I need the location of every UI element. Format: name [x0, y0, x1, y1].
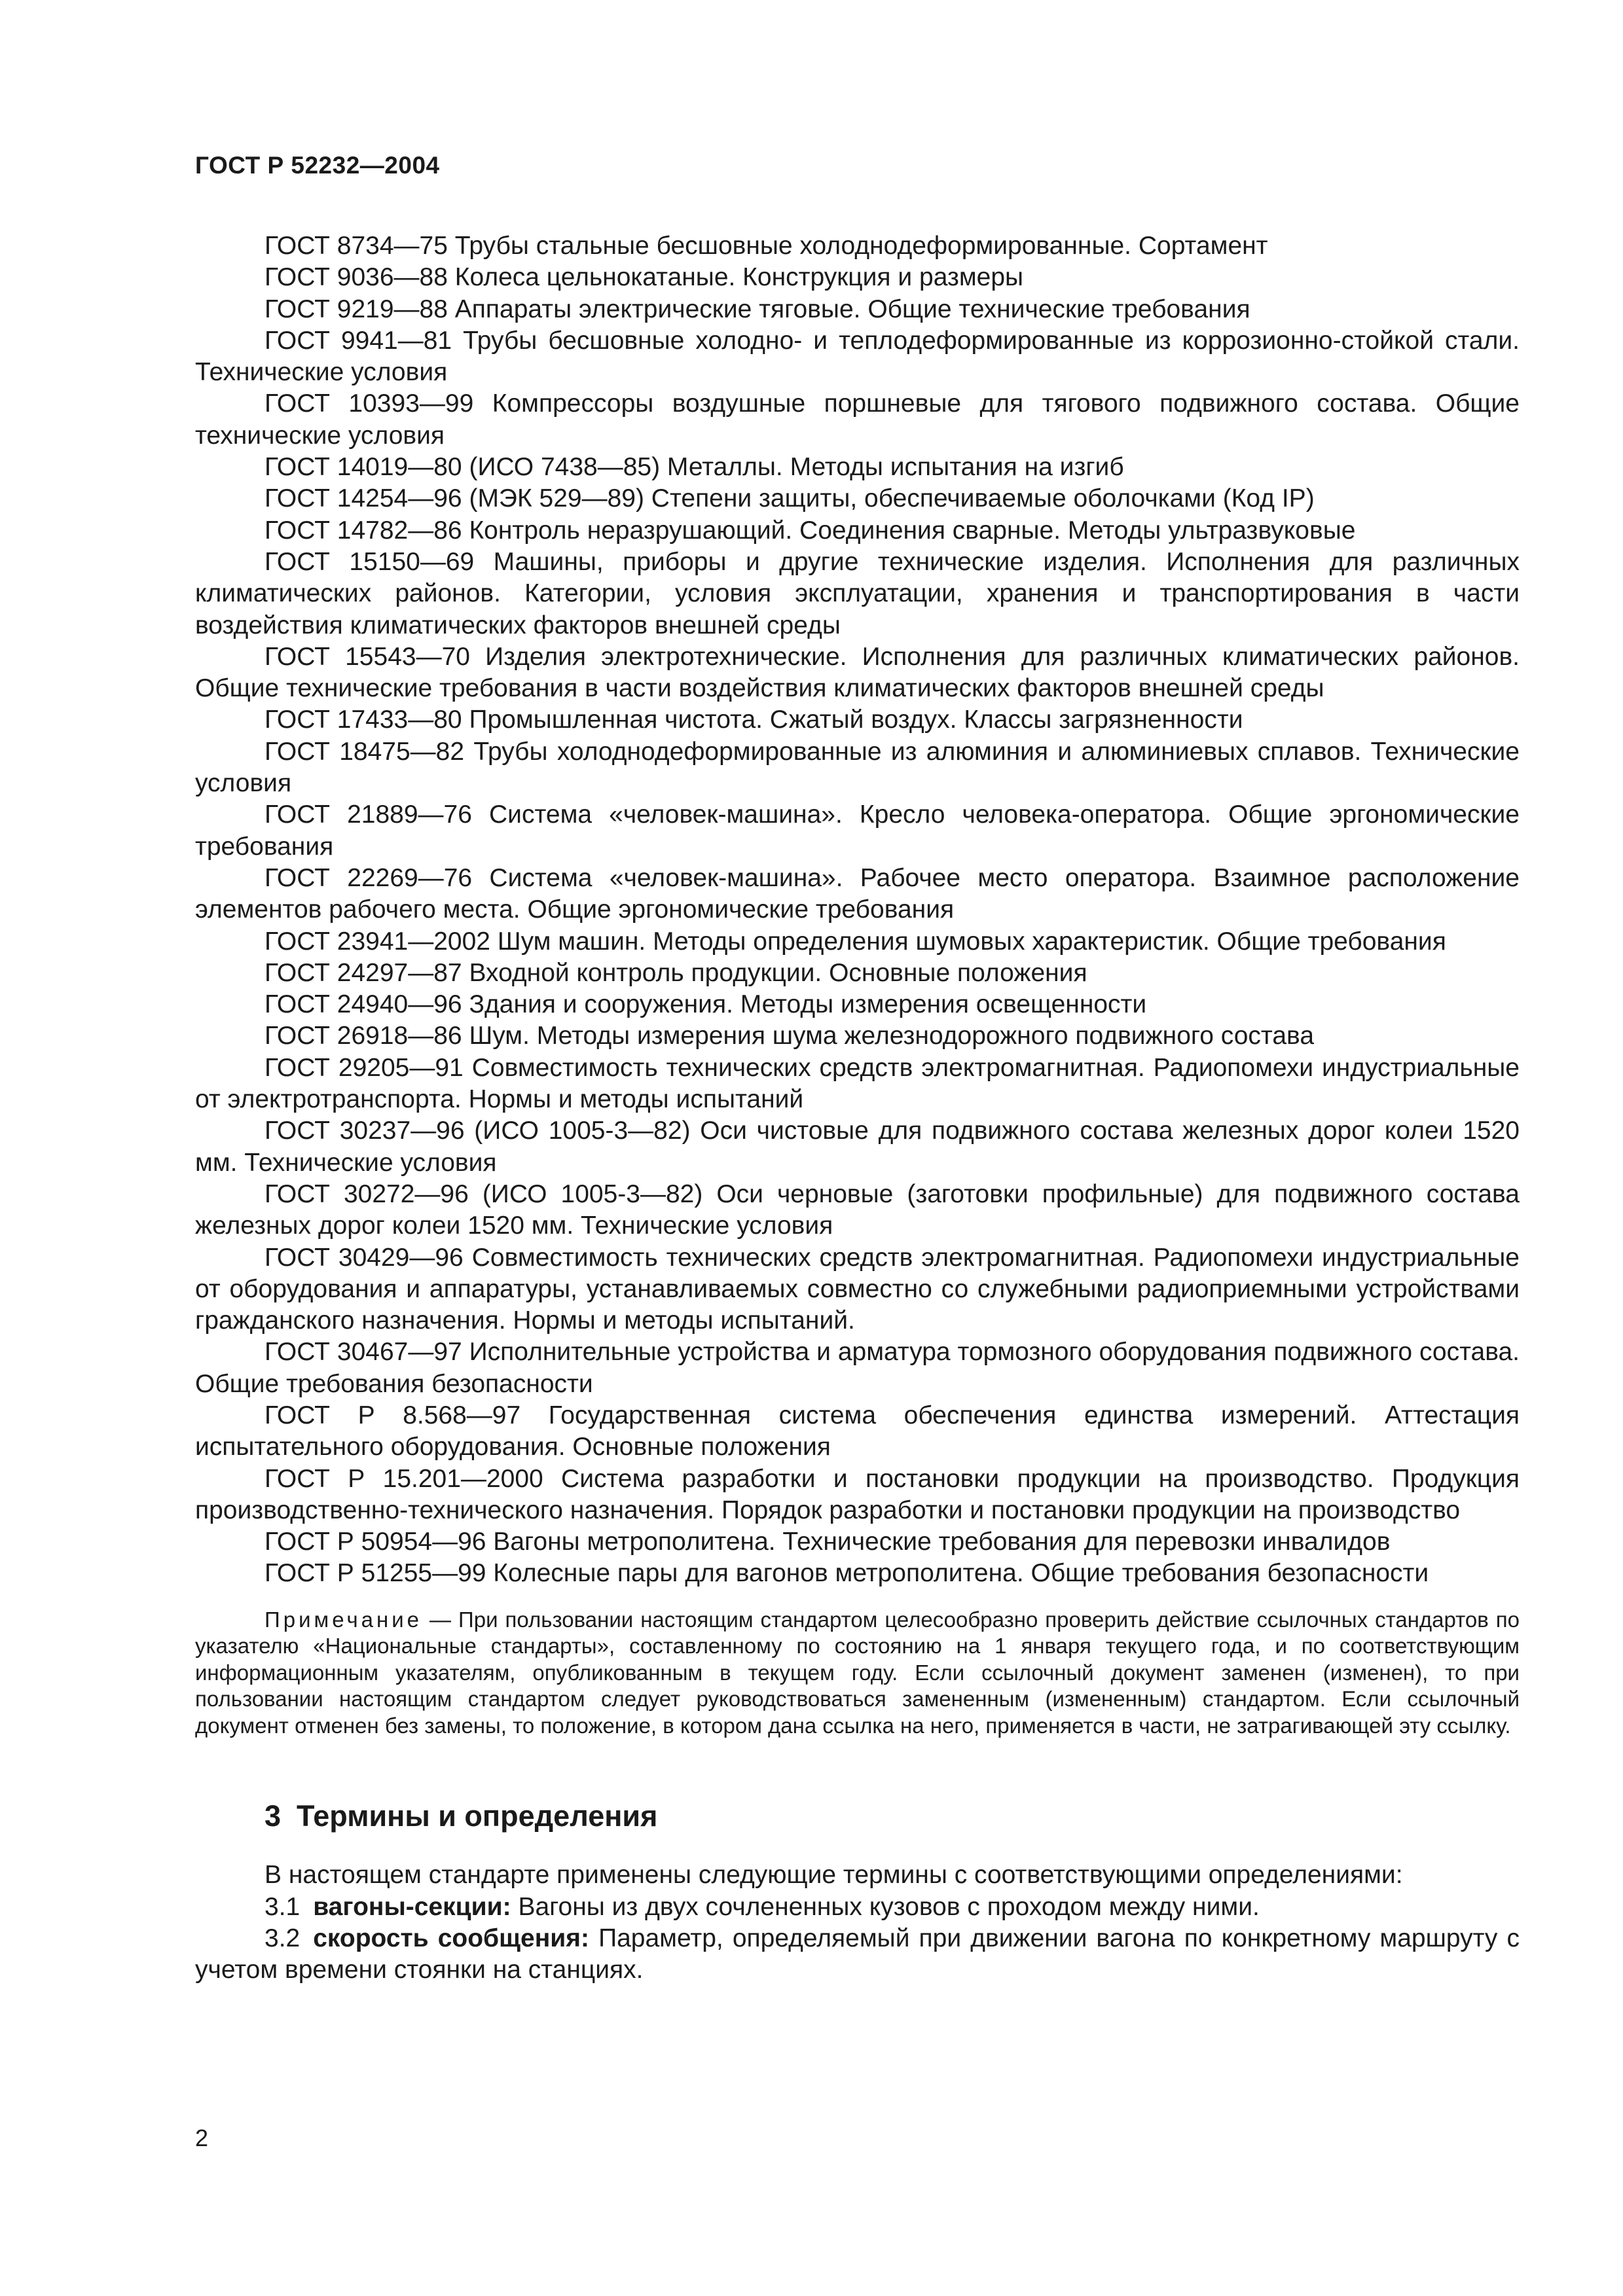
page-number: 2 [195, 2125, 209, 2151]
reference-item: ГОСТ 14254—96 (МЭК 529—89) Степени защиты, обеспечиваемые оболочками (Код IP) [264, 484, 1315, 513]
reference-item: ГОСТ 15150—69 Машины, приборы и другие технические изделия. Исполнения для различных климатических районов. Категории, условия эксплуатации, хранения и транспортирования в части воздействия климатических факторов внешней среды [195, 547, 1520, 639]
reference-item: ГОСТ 24297—87 Входной контроль продукции. Основные положения [264, 958, 1087, 987]
reference-item: ГОСТ 10393—99 Компрессоры воздушные поршневые для тягового подвижного состава. Общие технические условия [195, 389, 1520, 450]
term-item [195, 1892, 1520, 1923]
reference-item: ГОСТ 30272—96 (ИСО 1005-3—82) Оси черновые (заготовки профильные) для подвижного состава железных дорог колеи 1520 мм. Технические условия [195, 1179, 1520, 1240]
reference-item: ГОСТ 30429—96 Совместимость технических средств электромагнитная. Радиопомехи индустриальные от оборудования и аппаратуры, устанавливаемых совместно со служебными радиоприемными устройствами гражданского назначения. Нормы и методы испытаний. [195, 1243, 1520, 1335]
reference-item: ГОСТ Р 50954—96 Вагоны метрополитена. Технические требования для перевозки инвалидов [264, 1528, 1391, 1556]
note-text: При пользовании настоящим стандартом целесообразно проверить действие ссылочных стандартов по указателю «Национальные стандарты», составленному по состоянию на 1 января текущего года, и по соответствующим информационным указателям, опубликованным в текущем году. Если ссылочный документ заменен (изменен), то при пользовании настоящим стандартом следует руководствоваться замененным (измененным) стандартом. Если ссылочный документ отменен без замены, то положение, в котором дана ссылка на него, применяется в части, не затрагивающей эту ссылку. [195, 1607, 1520, 1738]
reference-item: ГОСТ 8734—75 Трубы стальные бесшовные холоднодеформированные. Сортамент [264, 232, 1268, 260]
term-item [195, 1923, 1520, 1986]
reference-item: ГОСТ 17433—80 Промышленная чистота. Сжатый воздух. Классы загрязненности [264, 706, 1243, 734]
note-label: Примечание [264, 1607, 423, 1632]
references-list [195, 230, 1520, 1590]
reference-item: ГОСТ 9219—88 Аппараты электрические тяговые. Общие технические требования [264, 295, 1250, 323]
reference-item: ГОСТ Р 8.568—97 Государственная система обеспечения единства измерений. Аттестация испытательного оборудования. Основные положения [195, 1401, 1520, 1462]
term-definition: Вагоны из двух сочлененных кузовов с проходом между ними. [518, 1892, 1260, 1921]
reference-item: ГОСТ 21889—76 Система «человек-машина». Кресло человека-оператора. Общие эргономические требования [195, 800, 1520, 861]
reference-item: ГОСТ Р 51255—99 Колесные пары для вагонов метрополитена. Общие требования безопасности [264, 1559, 1429, 1588]
reference-item: ГОСТ 22269—76 Система «человек-машина». Рабочее место оператора. Взаимное расположение элементов рабочего места. Общие эргономические требования [195, 863, 1520, 924]
reference-item: ГОСТ 26918—86 Шум. Методы измерения шума железнодорожного подвижного состава [264, 1022, 1315, 1050]
page-header-doc-code: ГОСТ Р 52232—2004 [195, 152, 440, 179]
note-dash: — [422, 1607, 459, 1632]
section-title: Термины и определения [297, 1799, 658, 1833]
term-name: вагоны-секции: [313, 1892, 511, 1921]
note-block [195, 1607, 1520, 1740]
reference-item: ГОСТ 30237—96 (ИСО 1005-3—82) Оси чистовые для подвижного состава железных дорог колеи 1520 мм. Технические условия [195, 1117, 1520, 1177]
section-intro: В настоящем стандарте применены следующие термины с соответствующими определениями: [264, 1861, 1403, 1890]
reference-item: ГОСТ 15543—70 Изделия электротехнические. Исполнения для различных климатических районов. Общие технические требования в части воздействия климатических факторов внешней среды [195, 642, 1520, 703]
reference-item: ГОСТ 14782—86 Контроль неразрушающий. Соединения сварные. Методы ультразвуковые [264, 516, 1356, 545]
term-name: скорость сообщения: [313, 1924, 589, 1952]
reference-item: ГОСТ 24940—96 Здания и сооружения. Методы измерения освещенности [264, 990, 1147, 1019]
reference-item: ГОСТ 9941—81 Трубы бесшовные холодно- и теплодеформированные из коррозионно-стойкой стали. Технические условия [195, 326, 1520, 387]
reference-item: ГОСТ 18475—82 Трубы холоднодеформированные из алюминия и алюминиевых сплавов. Технические условия [195, 737, 1520, 798]
reference-item: ГОСТ 23941—2002 Шум машин. Методы определения шумовых характеристик. Общие требования [264, 927, 1446, 956]
reference-item: ГОСТ 14019—80 (ИСО 7438—85) Металлы. Методы испытания на изгиб [264, 453, 1124, 482]
term-definition: Параметр, определяемый при движении вагона по конкретному маршруту с учетом времени стоянки на станциях. [195, 1924, 1520, 1984]
section-body [195, 1859, 1520, 1986]
reference-item: ГОСТ Р 15.201—2000 Система разработки и постановки продукции на производство. Продукция производственно-технического назначения. Порядок разработки и постановки продукции на производство [195, 1464, 1520, 1524]
reference-item: ГОСТ 9036—88 Колеса цельнокатаные. Конструкция и размеры [264, 263, 1024, 292]
section-heading [264, 1798, 1520, 1835]
term-number: 3.2 [264, 1924, 301, 1952]
reference-item: ГОСТ 30467—97 Исполнительные устройства и арматура тормозного оборудования подвижного состава. Общие требования безопасности [195, 1338, 1520, 1398]
page-content [195, 230, 1520, 1986]
reference-item: ГОСТ 29205—91 Совместимость технических средств электромагнитная. Радиопомехи индустриальные от электротранспорта. Нормы и методы испытаний [195, 1053, 1520, 1114]
section-number: 3 [264, 1799, 282, 1833]
term-number: 3.1 [264, 1892, 301, 1921]
